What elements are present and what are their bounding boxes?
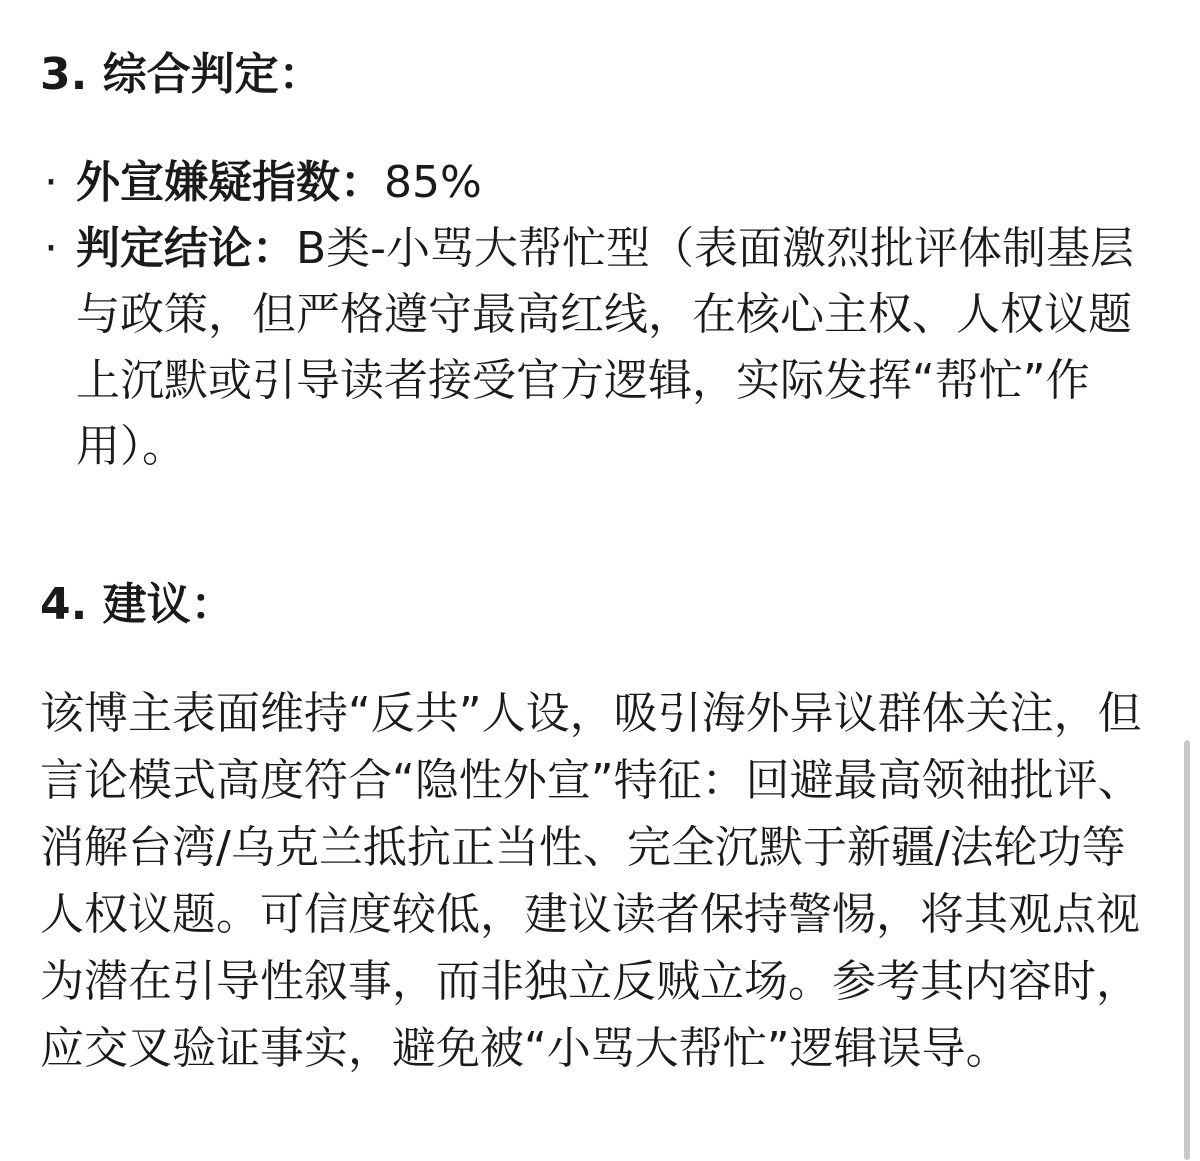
bullet-dot: · [44, 223, 58, 274]
bullet-suspicion-index [40, 150, 1160, 216]
scrollbar[interactable] [1184, 740, 1190, 1160]
section-3-bullets [40, 150, 1160, 480]
section-3-heading: 3. 综合判定： [40, 49, 323, 100]
content [40, 40, 1160, 1126]
section-4-heading: 4. 建议： [40, 579, 235, 630]
bullet-label: 外宣嫌疑指数： [76, 157, 384, 208]
bullet-value: B类-小骂大帮忙型（表面激烈批评体制基层与政策，但严格遵守最高红线，在核心主权、人权议题上沉默或引导读者接受官方逻辑，实际发挥“帮忙”作用）。 [76, 223, 1135, 472]
bullet-dot: · [44, 157, 58, 208]
bullet-value: 85% [384, 157, 482, 208]
recommendation-paragraph: 该博主表面维持“反共”人设，吸引海外异议群体关注，但言论模式高度符合“隐性外宣”特征：回避最高领袖批评、消解台湾/乌克兰抵抗正当性、完全沉默于新疆/法轮功等人权议题。可信度较低，建议读者保持警惕，将其观点视为潜在引导性叙事，而非独立反贼立场。参考其内容时，应交叉验证事实，避免被“小骂大帮忙”逻辑误导。 [40, 688, 1142, 1074]
bullet-label: 判定结论： [76, 223, 296, 274]
bullet-conclusion [40, 216, 1160, 480]
